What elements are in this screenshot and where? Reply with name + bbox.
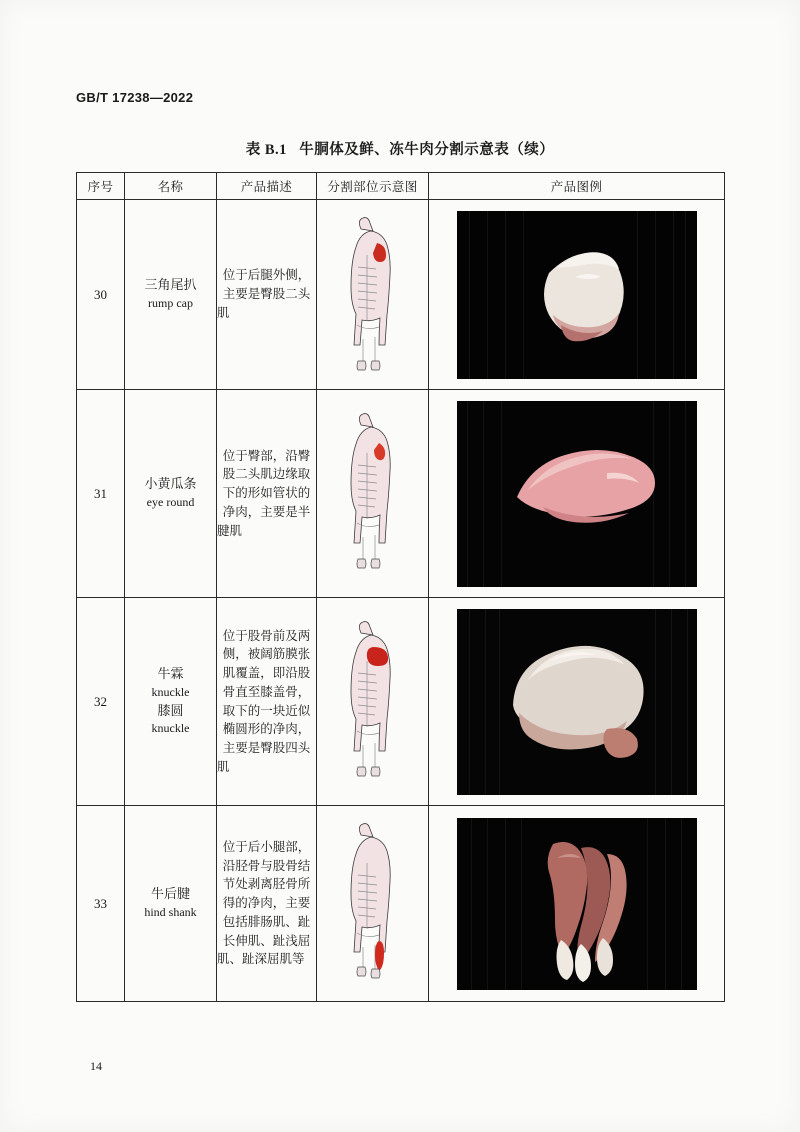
cut-name — [125, 200, 217, 390]
carcass-diagram-cell — [317, 806, 429, 1002]
row-number: 31 — [77, 390, 125, 598]
cattle-carcass-diagram-icon — [327, 617, 419, 787]
row-number: 32 — [77, 598, 125, 806]
cut-description: 位于臀部，沿臀股二头肌边缘取下的形如管状的净肉，主要是半腱肌 — [217, 390, 317, 598]
table-caption-number: 表 B.1 — [245, 142, 287, 158]
standard-code-header: GB/T 17238—2022 — [76, 90, 194, 105]
cut-name-en-alt: knuckle — [151, 721, 190, 736]
column-header-name: 名称 — [125, 173, 217, 200]
beef-hind-shank-photo — [457, 818, 697, 990]
cut-specification-table — [76, 172, 725, 1002]
cattle-carcass-diagram-icon — [327, 215, 419, 375]
beef-knuckle-photo — [457, 609, 697, 795]
cattle-carcass-diagram-icon — [327, 821, 419, 987]
cut-name — [125, 390, 217, 598]
cut-name — [125, 806, 217, 1002]
product-photo-cell — [429, 200, 725, 390]
cut-description: 位于后小腿部，沿胫骨与股骨结节处剥离胫骨所得的净肉，主要包括腓肠肌、趾长伸肌、趾浅屈肌、趾深屈肌等 — [217, 806, 317, 1002]
product-photo-cell — [429, 598, 725, 806]
table-row — [77, 390, 725, 598]
cattle-carcass-diagram-icon — [327, 409, 419, 579]
table-caption — [0, 138, 800, 159]
cut-name-en: hind shank — [144, 905, 197, 920]
cut-name-zh: 牛霖 — [157, 666, 184, 682]
product-photo-cell — [429, 806, 725, 1002]
cut-name-en: knuckle — [151, 685, 190, 700]
carcass-diagram-cell — [317, 598, 429, 806]
row-number: 30 — [77, 200, 125, 390]
table-row — [77, 806, 725, 1002]
cut-name-en: rump cap — [148, 296, 193, 311]
cut-name-en: eye round — [146, 495, 195, 510]
page-number: 14 — [90, 1059, 102, 1073]
column-header-description: 产品描述 — [217, 173, 317, 200]
cut-description: 位于股骨前及两侧，被阔筋膜张肌覆盖，即沿股骨直至膝盖骨，取下的一块近似椭圆形的净肉，主要是臀股四头肌 — [217, 598, 317, 806]
row-number: 33 — [77, 806, 125, 1002]
cut-name-zh-alt: 膝圆 — [157, 702, 184, 718]
carcass-diagram-cell — [317, 390, 429, 598]
column-header-photo: 产品图例 — [429, 173, 725, 200]
cut-description: 位于后腿外侧，主要是臀股二头肌 — [217, 200, 317, 390]
cut-name-zh: 三角尾扒 — [144, 277, 197, 293]
beef-eye-round-photo — [457, 401, 697, 587]
beef-rump-cap-photo — [457, 211, 697, 379]
table-row — [77, 200, 725, 390]
cut-name-zh: 牛后腱 — [150, 886, 190, 902]
table-row — [77, 598, 725, 806]
table-caption-text: 牛胴体及鲜、冻牛肉分割示意表（续） — [299, 142, 555, 158]
carcass-diagram-cell — [317, 200, 429, 390]
table-header-row — [77, 173, 725, 200]
cut-name-zh: 小黄瓜条 — [144, 476, 197, 492]
cut-name — [125, 598, 217, 806]
column-header-no: 序号 — [77, 173, 125, 200]
column-header-diagram: 分割部位示意图 — [317, 173, 429, 200]
product-photo-cell — [429, 390, 725, 598]
